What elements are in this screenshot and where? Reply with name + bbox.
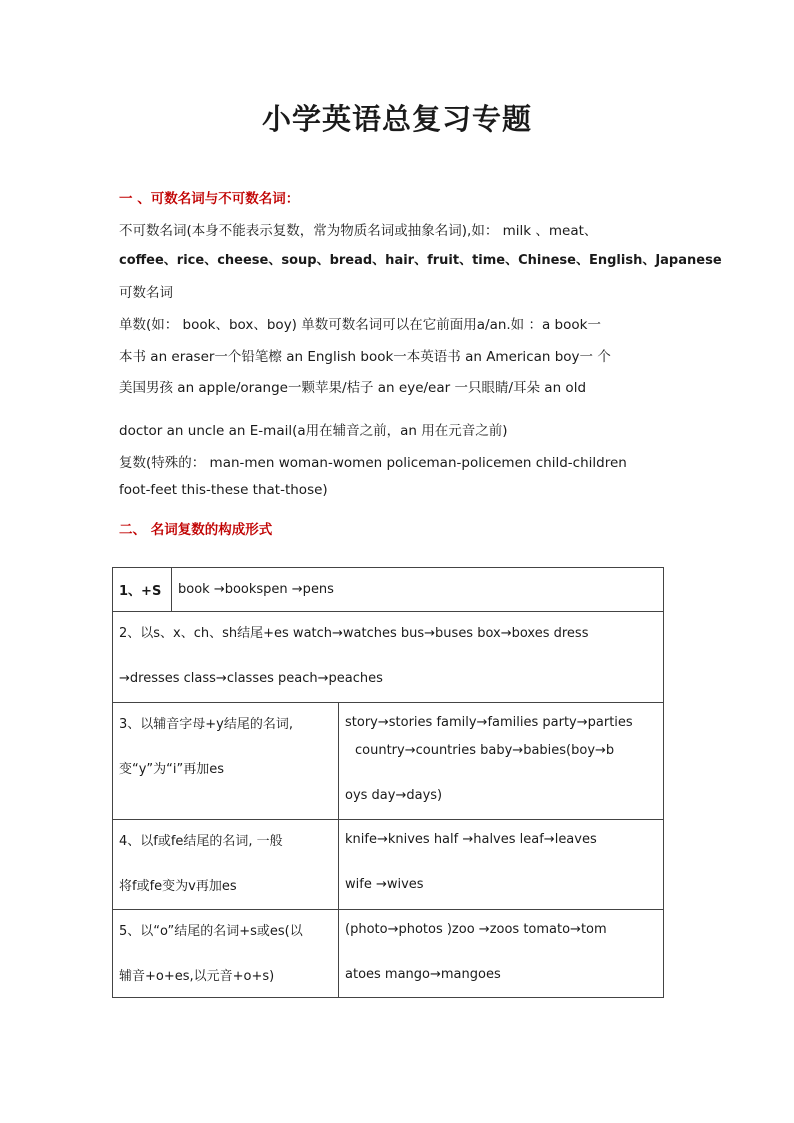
singular-line-4: doctor an uncle an E-mail(a用在辅音之前，an 用在元音之前) [119,423,508,439]
rule-label-cell [113,820,339,910]
table-row [113,820,664,910]
uncountable-examples: coffee、rice、cheese、soup、bread、hair、fruit、time、Chinese、English、Japanese [119,253,722,268]
rule-text-line: atoes mango→mangoes [345,967,501,982]
page-title: 小学英语总复习专题 [261,102,532,136]
rule-label-cell [113,703,339,820]
rule-label-cell [113,910,339,998]
rule-label-line: 辅音+o+es,以元音+o+s) [119,969,275,984]
table-row [113,612,664,703]
rule-label-line: 3、以辅音字母+y结尾的名词, [119,717,293,732]
rule-text-line: 2、以s、x、ch、sh结尾+es watch→watches bus→buses box→boxes dress [119,626,589,641]
rule-examples-cell [339,820,664,910]
rule-text-line: oys day→days) [345,788,443,803]
rule-text-line: story→stories family→families party→parties [345,715,633,730]
singular-line-1: 单数(如： book、box、boy) 单数可数名词可以在它前面用a/an.如 ：a book一 [119,317,601,333]
rule-text-line: knife→knives half →halves leaf→leaves [345,832,597,847]
singular-line-3: 美国男孩 an apple/orange一颗苹果/桔子 an eye/ear 一只眼睛/耳朵 an old [119,380,587,396]
section-heading-countable: 一 、可数名词与不可数名词： [119,191,300,207]
rule-examples-cell [339,703,664,820]
table-row [113,568,664,612]
plural-special-line-1: 复数(特殊的： man-men woman-women policeman-policemen child-children [119,455,627,471]
singular-line-2: 本书 an eraser一个铅笔檫 an English book一本英语书 an American boy一 个 [119,349,611,365]
rule-text-line: country→countries baby→babies(boy→b [355,743,615,758]
rule-label-line: 将f或fe变为v再加es [119,879,237,894]
table-row [113,910,664,998]
rule-text-line: wife →wives [345,877,424,892]
rule-label-line: 变“y”为“i”再加es [119,762,225,777]
rule-examples: book →bookspen →pens [172,568,664,612]
plural-special-line-2: foot-feet this-these that-those) [119,482,328,498]
countable-label: 可数名词 [119,285,173,301]
rule-cell [113,612,664,703]
rule-examples-cell [339,910,664,998]
section-heading-plural-forms: 二、 名词复数的构成形式 [119,522,273,538]
rule-label-line: 5、以“o”结尾的名词+s或es(以 [119,924,303,939]
table-row [113,703,664,820]
rule-label: 1、+S [113,568,172,612]
rule-label-line: 4、以f或fe结尾的名词, 一般 [119,834,283,849]
uncountable-intro: 不可数名词(本身不能表示复数，常为物质名词或抽象名词),如： milk 、meat、 [119,223,598,239]
plural-rules-table [112,567,664,998]
rule-text-line: →dresses class→classes peach→peaches [119,671,383,686]
rule-text-line: (photo→photos )zoo →zoos tomato→tom [345,922,607,937]
